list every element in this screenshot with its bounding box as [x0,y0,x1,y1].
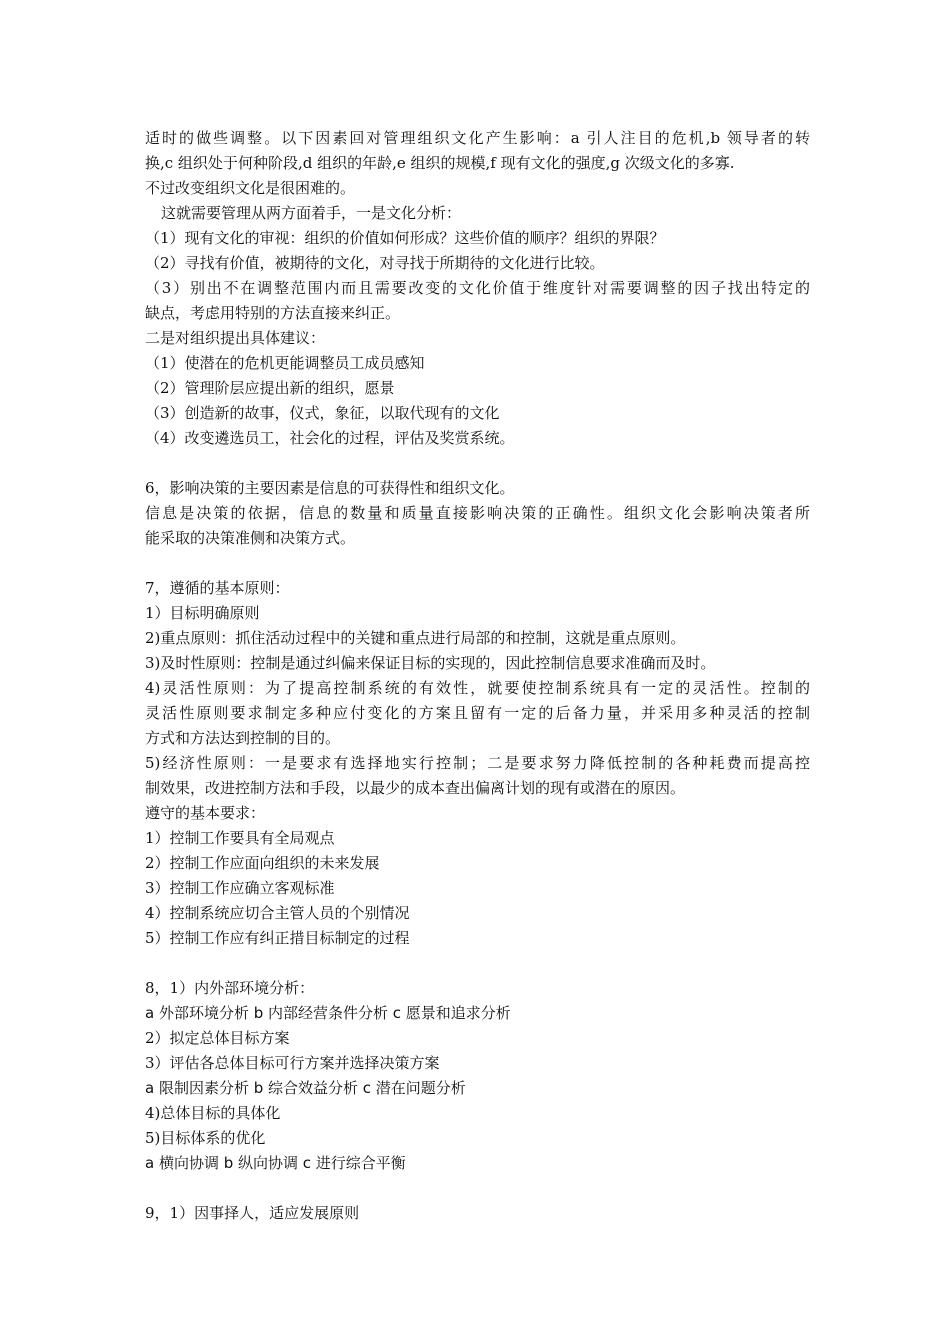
text-line: 2)重点原则：抓住活动过程中的关键和重点进行局部的和控制，这就是重点原则。 [145,629,686,647]
text-line: 4)灵活性原则：为了提高控制系统的有效性，就要使控制系统具有一定的灵活性。控制的 [145,679,810,697]
text-line: （1）现有文化的审视：组织的价值如何形成？这些价值的顺序？组织的界限？ [145,229,665,247]
text-line: 2）控制工作应面向组织的未来发展 [145,854,380,872]
text-line: 4）控制系统应切合主管人员的个别情况 [145,904,410,922]
spacer [145,451,810,476]
text-line: 缺点，考虑用特别的方法直接来纠正。 [145,304,401,322]
text-line: 能采取的决策准侧和决策方式。 [145,529,356,547]
text-line: 5）控制工作应有纠正措目标制定的过程 [145,929,410,947]
text-line: （4）改变遴选员工，社会化的过程，评估及奖赏系统。 [145,429,515,447]
text-line: 制效果，改进控制方法和手段，以最少的成本查出偏离计划的现有或潜在的原因。 [145,779,686,797]
text-line: 2）拟定总体目标方案 [145,1029,290,1047]
spacer [145,1176,810,1201]
text-line: 5)经济性原则：一是要求有选择地实行控制；二是要求努力降低控制的各种耗费而提高控 [145,754,810,772]
spacer [145,551,810,576]
text-line: 方式和方法达到控制的目的。 [145,729,341,747]
text-line: （1）使潜在的危机更能调整员工成员感知 [145,354,425,372]
text-line: 不过改变组织文化是很困难的。 [145,179,356,197]
text-line: （3）创造新的故事，仪式，象征，以取代现有的文化 [145,404,500,422]
text-line: 4)总体目标的具体化 [145,1104,281,1122]
text-line: 信息是决策的依据，信息的数量和质量直接影响决策的正确性。组织文化会影响决策者所 [145,504,810,522]
text-line: a 横向协调 b 纵向协调 c 进行综合平衡 [145,1154,406,1172]
text-line: 3）评估各总体目标可行方案并选择决策方案 [145,1054,440,1072]
text-line: 3）控制工作应确立客观标准 [145,879,335,897]
text-line: 这就需要管理从两方面着手，一是文化分析： [161,204,462,222]
text-line: 二是对组织提出具体建议： [145,329,326,347]
text-line: 灵活性原则要求制定多种应付变化的方案且留有一定的后备力量，并采用多种灵活的控制 [145,704,810,722]
text-line: 9，1）因事择人，适应发展原则 [145,1204,360,1222]
text-line: a 外部环境分析 b 内部经营条件分析 c 愿景和追求分析 [145,1004,511,1022]
text-line: 3)及时性原则：控制是通过纠偏来保证目标的实现的，因此控制信息要求准确而及时。 [145,654,716,672]
text-line: 换,c 组织处于何种阶段,d 组织的年龄,e 组织的规模,f 现有文化的强度,g 次级文化的多寡. [145,154,735,172]
text-line: （2）寻找有价值，被期待的文化，对寻找于所期待的文化进行比较。 [145,254,605,272]
text-line: 7，遵循的基本原则： [145,579,290,597]
text-line: 5)目标体系的优化 [145,1129,266,1147]
document-body [145,126,810,1226]
text-line: 6，影响决策的主要因素是信息的可获得性和组织文化。 [145,479,515,497]
text-line: 适时的做些调整。以下因素回对管理组织文化产生影响：a 引人注目的危机,b 领导者的转 [145,129,810,147]
text-line: 遵守的基本要求： [145,804,266,822]
text-line: （3）别出不在调整范围内而且需要改变的文化价值于维度针对需要调整的因子找出特定的 [145,279,810,297]
text-line: 8，1）内外部环境分析： [145,979,315,997]
spacer [145,951,810,976]
text-line: 1）目标明确原则 [145,604,260,622]
text-line: 1）控制工作要具有全局观点 [145,829,335,847]
text-line: （2）管理阶层应提出新的组织，愿景 [145,379,395,397]
text-line: a 限制因素分析 b 综合效益分析 c 潜在问题分析 [145,1079,466,1097]
